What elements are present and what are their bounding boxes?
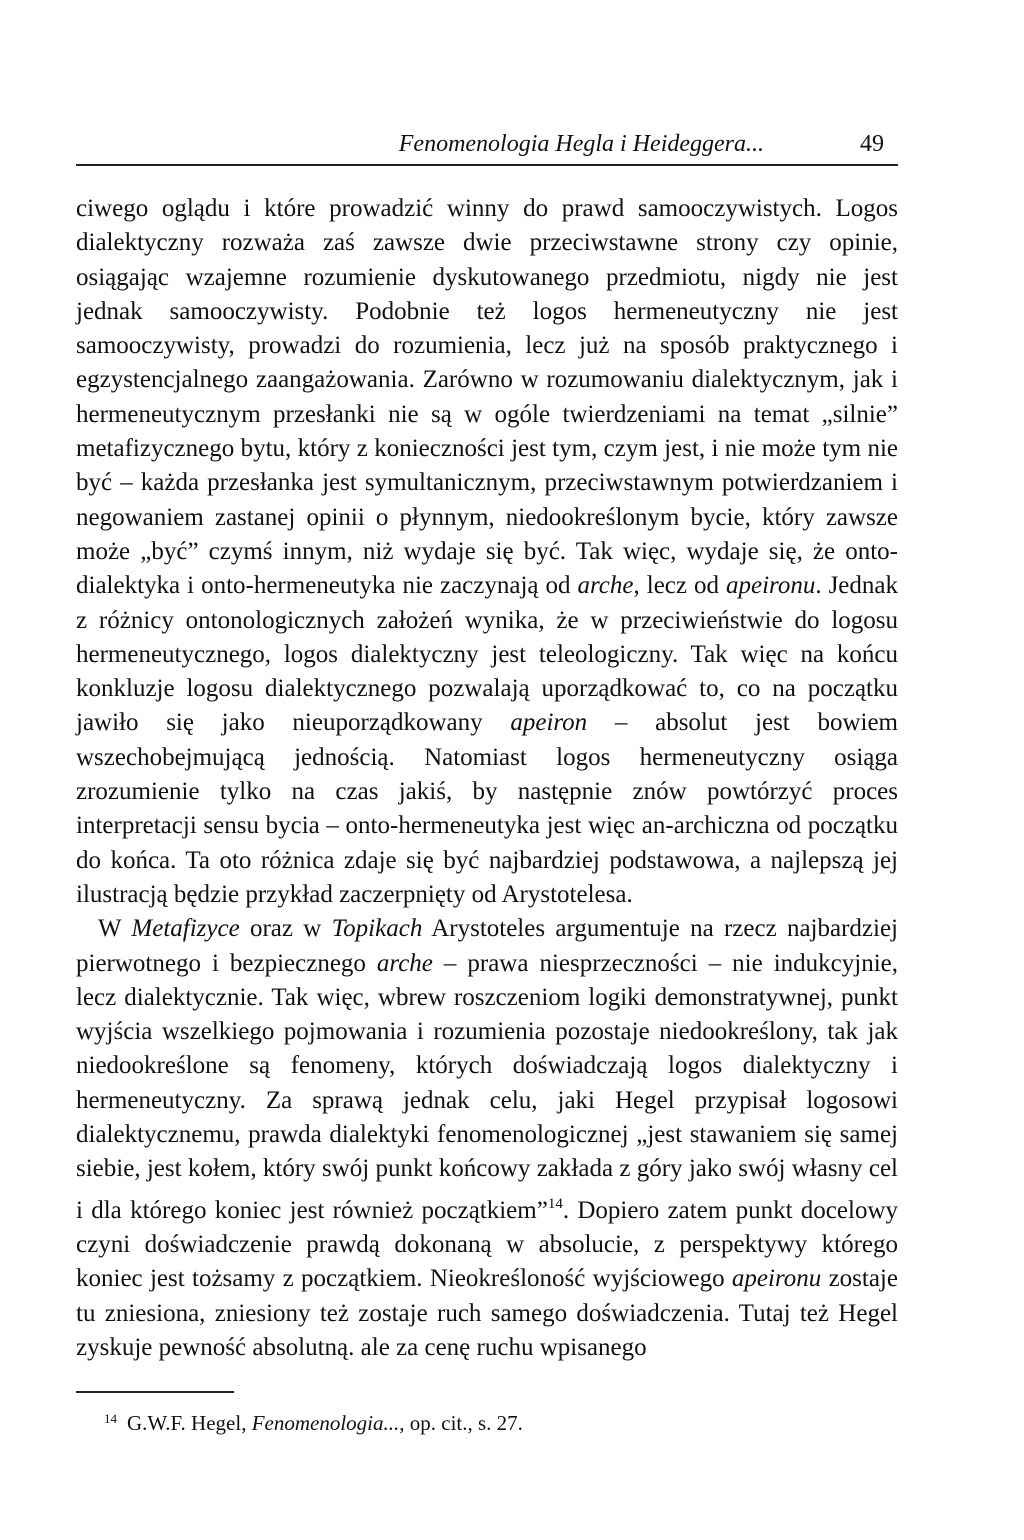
text-run: . Dopiero zatem punkt docelowy czyni doświadczenie prawdą dokonaną w absolucie, z perspektywy którego koniec jest tożsamy z początkiem. Nieokreśloność wyjściowego — [76, 1196, 898, 1293]
text-run: oraz w — [239, 915, 332, 943]
text-run: , lecz od — [633, 572, 726, 600]
italic-title-topikach: Topikach — [331, 915, 423, 943]
footnote — [76, 1405, 898, 1437]
italic-term-apeironu: apeironu — [725, 572, 816, 600]
page-number: 49 — [860, 131, 884, 157]
book-page — [76, 124, 898, 1437]
text-run: ciwego oglądu i które prowadzić winny do prawd samooczywistych. Logos dialektyczny rozważa zaś zawsze dwie przeciwstawne strony czy opinie, osiągając wzajemne rozumienie dyskutowanego przedmiotu, nigdy nie jest jednak samooczywisty. Podobnie też logos hermeneutyczny nie jest samooczywisty, prowadzi do rozumienia, lecz już na sposób praktycznego i egzystencjalnego zaangażowania. Zarówno w rozumowaniu dialektycznym, jak i hermeneutycznym przesłanki nie są w ogóle twierdzeniami na temat „silnie” metafizycznego bytu, który z konieczności jest tym, czym jest, i nie może tym nie być – każda przesłanka jest symultanicznym, przeciwstawnym potwierdzaniem i negowaniem zastanej opinii o płynnym, niedookreślonym bycie, który zawsze może „być” czymś innym, niż wydaje się być. Tak więc, wydaje się, że onto-dialektyka i onto-hermeneutyka nie zaczynają od — [76, 195, 898, 600]
text-run: zostaje tu zniesiona, zniesiony też zostaje ruch samego doświadczenia. Tutaj też Hegel zyskuje pewność absolutną. ale za cenę ruchu wpisanego — [76, 1265, 898, 1361]
italic-title-metafizyce: Metafizyce — [131, 915, 240, 943]
italic-term-apeiron: apeiron — [510, 709, 588, 737]
text-run: Arystoteles argumentuje na rzecz najbardziej pierwotnego i bezpiecznego — [76, 915, 898, 977]
footnote-number: 14 — [104, 1411, 117, 1427]
footnote-rule — [76, 1391, 234, 1393]
footnote-title: Fenomenologia... — [251, 1411, 400, 1436]
text-run: W — [98, 915, 132, 943]
paragraph-1 — [76, 192, 898, 912]
paragraph-2 — [76, 912, 898, 1365]
text-run: – prawa niesprzeczności – nie indukcyjnie, lecz dialektycznie. Tak więc, wbrew roszczeniom logiki demonstratywnej, punkt wyjścia wszelkiego pojmowania i rozumienia pozostaje niedookreślony, tak jak niedookreślone są fenomeny, których doświadczają logos dialektyczny i hermeneutyczny. Za sprawą jednak celu, jaki Hegel przypisał logosowi dialektycznemu, prawda dialektyki fenomenologicznej „jest stawaniem się samej siebie, jest kołem, który swój punkt końcowy zakłada z góry jako swój własny cel i dla którego koniec jest również początkiem” — [76, 949, 898, 1224]
running-header — [76, 124, 898, 164]
running-title: Fenomenologia Hegla i Heideggera... — [398, 131, 764, 157]
italic-term-apeironu: apeironu — [731, 1265, 822, 1293]
italic-term-arche: arche — [376, 949, 433, 977]
footnote-reference[interactable]: 14 — [547, 1195, 563, 1212]
text-run: . Jednak z różnicy ontonologicznych założeń wynika, że w przeciwieństwie do logosu hermeneutycznego, logos dialektyczny jest teleologiczny. Tak więc na końcu konkluzje logosu dialektycznego pozwalają uporządkować to, co na początku jawiło się jako nieuporządkowany — [76, 572, 898, 737]
body-text — [76, 192, 898, 1365]
header-rule — [76, 164, 898, 166]
text-run: – absolut jest bowiem wszechobejmującą jednością. Natomiast logos hermeneutyczny osiąga zrozumienie tylko na czas jakiś, by następnie znów powtórzyć proces interpretacji sensu bycia – onto-hermeneutyka jest więc an-archiczna od początku do końca. Ta oto różnica zdaje się być najbardziej podstawowa, a najlepszą jej ilustracją będzie przykład zaczerpnięty od Arystotelesa. — [76, 709, 898, 908]
footnote-text: G.W.F. Hegel, — [127, 1411, 252, 1436]
italic-term-arche: arche — [577, 572, 634, 600]
footnote-text: , op. cit., s. 27. — [399, 1411, 523, 1436]
